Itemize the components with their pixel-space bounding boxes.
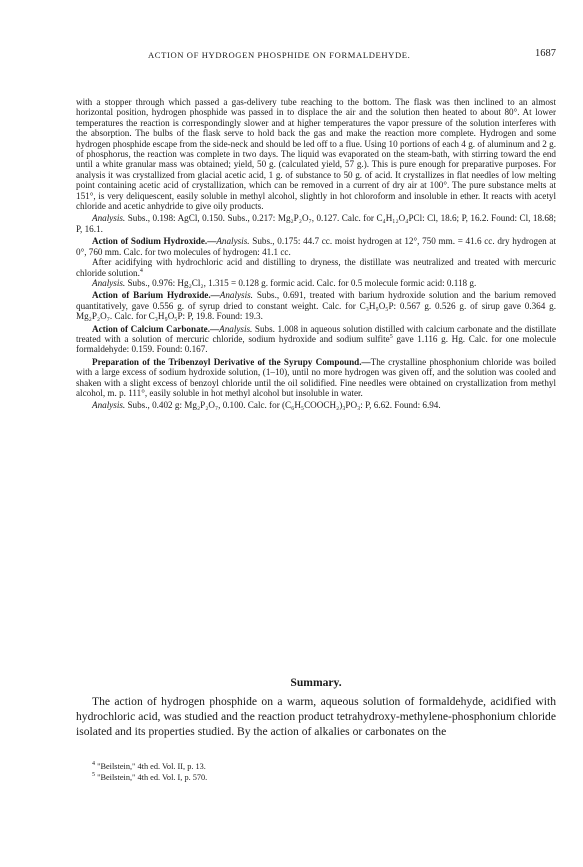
barium-hydroxide-section bbox=[76, 290, 556, 321]
analysis-label: Analysis. bbox=[92, 277, 126, 288]
calcium-carbonate-section bbox=[76, 324, 556, 355]
procedure-paragraph: with a stopper through which passed a gas-delivery tube reaching to the bottom. The flask was then inclined to an almost horizontal position, hydrogen phosphide was passed in to displace the air and the solution then heated to about 80°. At lower temperatures the reaction is correspondingly slower and at higher temperatures the vapor pressure of the solution interferes with the absorption. The bulbs of the flask serve to hold back the gas and make the reaction more complete. Hydrogen and some hydrogen phosphide escape from the side-neck and should be led off to a flue. Using 10 portions of each 4 g. of aluminum and 2 g. of phosphorus, the reaction was complete in two days. The liquid was evaporated on the steam-bath, with stirring toward the end until a white granular mass was obtained; yield, 50 g. (calculated yield, 57 g.). This is pure enough for preparative purposes. For analysis it was crystallized from glacial acetic acid, 1 g. of substance to 50 g. of acid. It crystallizes in flat needles of low melting point containing acetic acid of crystallization, which can be removed in a current of dry air at 100°. The pure substance melts at 151°, is very deliquescent, easily soluble in methyl alcohol, slightly in hot chloroform and insoluble in ether. It reacts with acetyl chloride and acetic anhydride to give oily products. bbox=[76, 97, 556, 212]
footnote-5 bbox=[92, 773, 552, 784]
summary-heading: Summary. bbox=[290, 676, 342, 689]
footnote-4 bbox=[92, 762, 552, 773]
running-title: ACTION OF HYDROGEN PHOSPHIDE ON FORMALDEHYDE. bbox=[148, 50, 411, 60]
section-text: Subs. 1.008 in aqueous solution distilled with calcium carbonate and the distillate treated with a solution of mercuric chloride, sodium hydroxide and sodium sulfite bbox=[76, 323, 557, 344]
section-text-continued: gave 1.116 g. Hg. Calc. for one molecule formaldehyde: 0.159. Found: 0.167. bbox=[76, 333, 556, 355]
footnote-text: "Beilstein," 4th ed. Vol. II, p. 13. bbox=[97, 762, 206, 771]
sodium-hydroxide-section bbox=[76, 236, 556, 257]
footnote-mark: 4 bbox=[92, 761, 95, 768]
summary-text: The action of hydrogen phosphide on a warm, aqueous solution of formaldehyde, acidified with hydrochloric acid, was studied and the reaction product tetrahydroxy-methylene-phosphonium chloride isolated and its properties studied. By the action of alkalies or carbonates on the bbox=[76, 695, 556, 738]
section-text: Subs., 0.175: 44.7 cc. moist hydrogen at 12°, 750 mm. = 41.6 cc. dry hydrogen at 0°, 760 mm. Calc. for two molecules of hydrogen: 41.1 cc. bbox=[76, 236, 556, 257]
analysis-text: Subs., 0.976: Hg₂Cl₂, 1.315 = 0.128 g. formic acid. Calc. for 0.5 molecule formic acid: 0.118 g. bbox=[127, 277, 477, 288]
analysis-text: Subs., 0.198: AgCl, 0.150. Subs., 0.217: Mg₂P₂O₇, 0.127. Calc. for C₄H₁₂O₄PCl: Cl, 18.6; P, 16.2. Found: Cl, 18.68; P, 16.1. bbox=[76, 213, 556, 234]
section-text: Subs., 0.691, treated with barium hydroxide solution and the barium removed quantitatively, gave 0.556 g. of syrup dried to constant weight. Calc. for C₃H₉O₅P: 0.567 g. 0.526 g. of sirup gave 0.364 g. Mg₂P₂O₇. Calc. for C₃H₉O₅P: P, 19.8. Found: 19.3. bbox=[76, 290, 556, 322]
analysis-label: Analysis. bbox=[216, 236, 250, 247]
analysis-paragraph-1 bbox=[76, 213, 556, 234]
paragraph-text: After acidifying with hydrochloric acid and distilling to dryness, the distillate was neutralized and treated with mercuric chloride solution. bbox=[76, 257, 556, 278]
page-header bbox=[76, 50, 556, 64]
section-heading-tribenzoyl: Preparation of the Tribenzoyl Derivative of the Syrupy Compound.— bbox=[92, 356, 371, 367]
footnote-ref-5: 5 bbox=[389, 333, 393, 340]
distillate-paragraph bbox=[76, 257, 556, 278]
analysis-label: Analysis. bbox=[92, 400, 126, 411]
analysis-text: Subs., 0.402 g: Mg₂P₂O₇, 0.100. Calc. for (C₆H₅COOCH₂)₃PO₃: P, 6.62. Found: 6.94. bbox=[127, 400, 441, 411]
footnote-mark: 5 bbox=[92, 771, 95, 778]
section-text: The crystalline phosphonium chloride was boiled with a large excess of sodium hydroxide solution, (1–10), until no more hydrogen was given off, and the solution was cooled and shaken with a slight excess of benzoyl chloride until the oil solidified. Fine needles were obtained on crystallization from methyl alcohol, m. p. 111°, easily soluble in hot methyl alcohol but insoluble in water. bbox=[76, 356, 556, 398]
summary-section bbox=[76, 695, 556, 740]
section-heading-barium-hydroxide: Action of Barium Hydroxide.— bbox=[92, 290, 220, 301]
section-heading-calcium-carbonate: Action of Calcium Carbonate.— bbox=[92, 323, 220, 334]
article-body bbox=[76, 97, 556, 411]
analysis-label: Analysis. bbox=[219, 290, 253, 301]
footnote-text: "Beilstein," 4th ed. Vol. I, p. 570. bbox=[97, 772, 208, 782]
page-number: 1687 bbox=[535, 48, 556, 59]
analysis-paragraph-3 bbox=[76, 400, 556, 410]
section-heading-sodium-hydroxide: Action of Sodium Hydroxide.— bbox=[92, 236, 217, 247]
analysis-paragraph-2 bbox=[76, 278, 556, 288]
footnotes bbox=[92, 762, 552, 783]
analysis-label: Analysis. bbox=[219, 323, 253, 334]
tribenzoyl-section bbox=[76, 357, 556, 399]
footnote-ref-4: 4 bbox=[139, 267, 143, 274]
analysis-label: Analysis. bbox=[92, 213, 126, 224]
